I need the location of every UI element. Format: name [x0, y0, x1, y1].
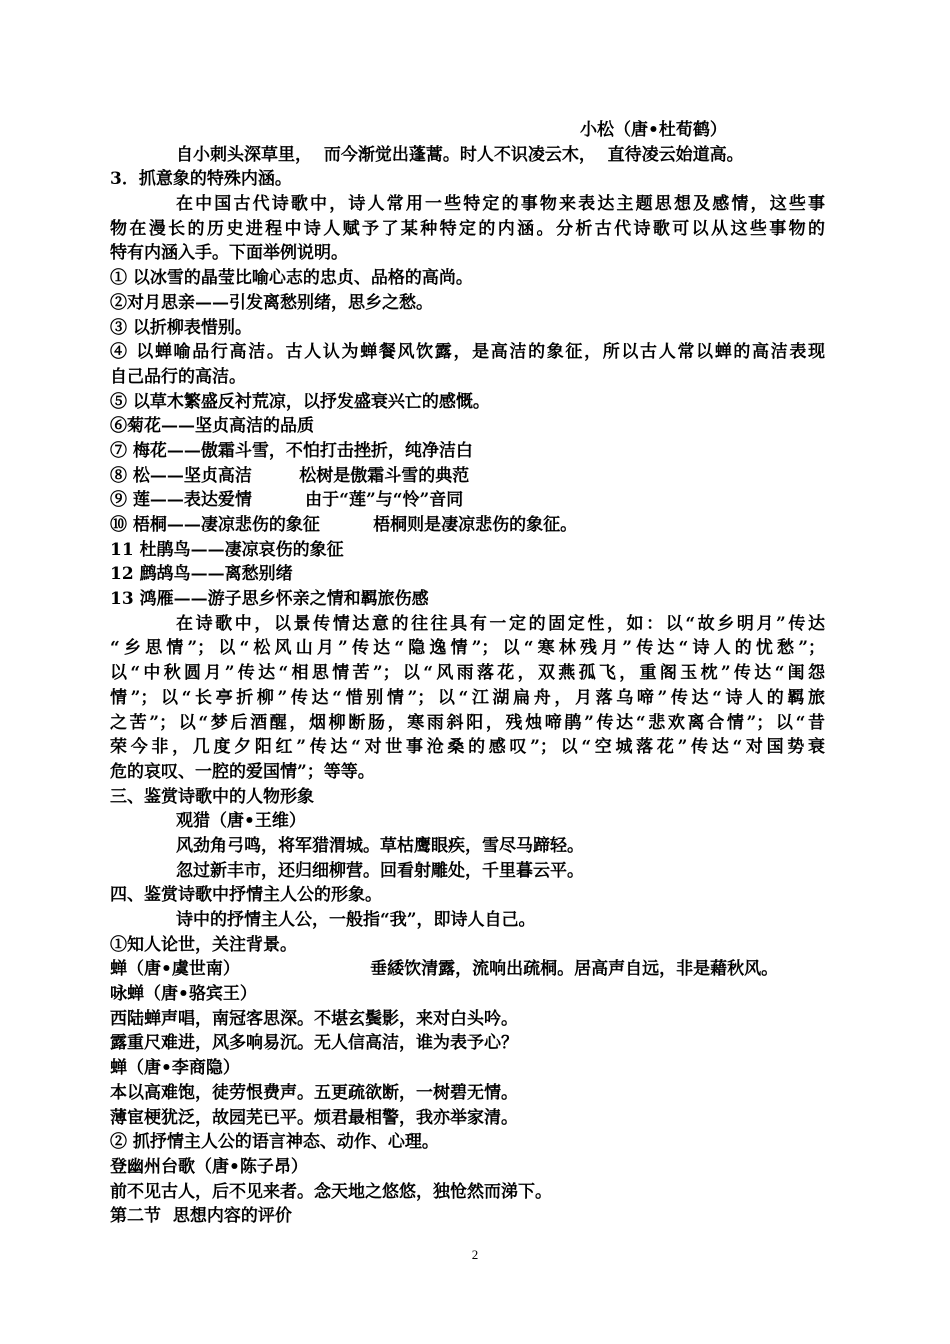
list-item: ① 以冰雪的晶莹比喻心志的忠贞、品格的高尚。 [110, 268, 473, 289]
list-item: ③ 以折柳表惜别。 [110, 317, 252, 338]
paragraph-line: 情”；以“长亭折柳”传达“惜别情”；以“江湖扁舟，月落乌啼”传达“诗人的羁旅 [110, 687, 825, 708]
list-item: ⑩ 梧桐——凄凉悲伤的象征 梧桐则是凄凉悲伤的象征。 [110, 515, 578, 535]
poem-title-and-text: 蝉（唐•虞世南） 垂緌饮清露，流响出疏桐。居高声自远，非是藉秋风。 [110, 959, 779, 980]
poem-text-line: 忽过新丰市，还归细柳营。回看射雕处，千里暮云平。 [176, 860, 584, 881]
section-heading: 3．抓意象的特殊内涵。 [110, 169, 292, 190]
list-item: 13 鸿雁——游子思乡怀亲之情和羁旅伤感 [110, 589, 429, 610]
poem-title: 咏蝉（唐•骆宾王） [110, 984, 257, 1005]
list-item: ①知人论世，关注背景。 [110, 934, 297, 955]
paragraph-line: 危的哀叹、一腔的爱国情”；等等。 [110, 761, 375, 782]
list-item: 11 杜鹃鸟——凄凉哀伤的象征 [110, 539, 344, 560]
poem-text-line: 自小刺头深草里， 而今渐觉出蓬蒿。时人不识凌云木， 直待凌云始道高。 [176, 144, 744, 165]
poem-text-line: 西陆蝉声唱，南冠客思深。不堪玄鬓影，来对白头吟。 [110, 1008, 518, 1029]
poem-text-line: 风劲角弓鸣，将军猎渭城。草枯鹰眼疾，雪尽马蹄轻。 [176, 835, 584, 856]
paragraph-line: 特有内涵入手。下面举例说明。 [110, 243, 348, 264]
list-item: ⑧ 松——坚贞高洁 松树是傲霜斗雪的典范 [110, 465, 470, 486]
list-item: ② 抓抒情主人公的语言神态、动作、心理。 [110, 1132, 439, 1153]
list-item: ⑥菊花——坚贞高洁的品质 [110, 416, 314, 437]
paragraph-line: 在诗歌中，以景传情达意的往往具有一定的固定性，如：以“故乡明月”传达 [176, 613, 825, 634]
paragraph-line: 之苦”；以“梦后酒醒，烟柳断肠，寒雨斜阳，残烛啼鹃”传达“悲欢离合情”；以“昔 [110, 712, 825, 733]
list-item-continuation: 自己品行的高洁。 [110, 366, 246, 387]
poem-title: 观猎（唐•王维） [176, 811, 306, 832]
poem-title-xiaosong: 小松（唐•杜荀鹤） [580, 120, 727, 140]
poem-text-line: 本以高难饱，徒劳恨费声。五更疏欲断，一树碧无情。 [110, 1082, 518, 1103]
list-item: ②对月思亲——引发离愁别绪，思乡之愁。 [110, 292, 433, 313]
poem-text-line: 薄宦梗犹泛，故园芜已平。烦君最相警，我亦举家清。 [110, 1107, 518, 1128]
list-item: ④ 以蝉喻品行高洁。古人认为蝉餐风饮露，是高洁的象征，所以古人常以蝉的高洁表现 [110, 342, 825, 363]
paragraph-line: 在中国古代诗歌中，诗人常用一些特定的事物来表达主题思想及感情，这些事 [176, 194, 825, 215]
poem-text-line: 前不见古人，后不见来者。念天地之悠悠，独怆然而涕下。 [110, 1181, 552, 1202]
paragraph-line: “乡思情”；以“松风山月”传达“隐逸情”；以“寒林残月”传达“诗人的忧愁”； [110, 638, 825, 659]
section-heading: 三、鉴赏诗歌中的人物形象 [110, 786, 314, 807]
poem-title: 登幽州台歌（唐•陈子昂） [110, 1156, 308, 1177]
poem-text-line: 露重尺难进，风多响易沉。无人信高洁，谁为表予心？ [110, 1033, 518, 1054]
paragraph-line: 诗中的抒情主人公，一般指“我”，即诗人自己。 [176, 910, 536, 930]
section-heading: 四、鉴赏诗歌中抒情主人公的形象。 [110, 885, 382, 906]
list-item: ⑨ 莲——表达爱情 由于“莲”与“怜”音同 [110, 490, 464, 511]
list-item: 12 鹧鸪鸟——离愁别绪 [110, 564, 293, 585]
paragraph-line: 荣今非，几度夕阳红”传达“对世事沧桑的感叹”；以“空城落花”传达“对国势衰 [110, 737, 825, 758]
list-item: ⑤ 以草木繁盛反衬荒凉，以抒发盛衰兴亡的感慨。 [110, 391, 490, 412]
poem-title: 蝉（唐•李商隐） [110, 1058, 240, 1079]
document-body [110, 118, 825, 1229]
page-number: 2 [471, 1247, 479, 1262]
list-item: ⑦ 梅花——傲霜斗雪，不怕打击挫折，纯净洁白 [110, 440, 473, 461]
paragraph-line: 物在漫长的历史进程中诗人赋予了某种特定的内涵。分析古代诗歌可以从这些事物的 [110, 218, 825, 239]
section-heading: 第二节 思想内容的评价 [110, 1206, 292, 1227]
paragraph-line: 以“中秋圆月”传达“相思情苦”；以“风雨落花，双燕孤飞，重阁玉枕”传达“闺怨 [110, 663, 825, 684]
